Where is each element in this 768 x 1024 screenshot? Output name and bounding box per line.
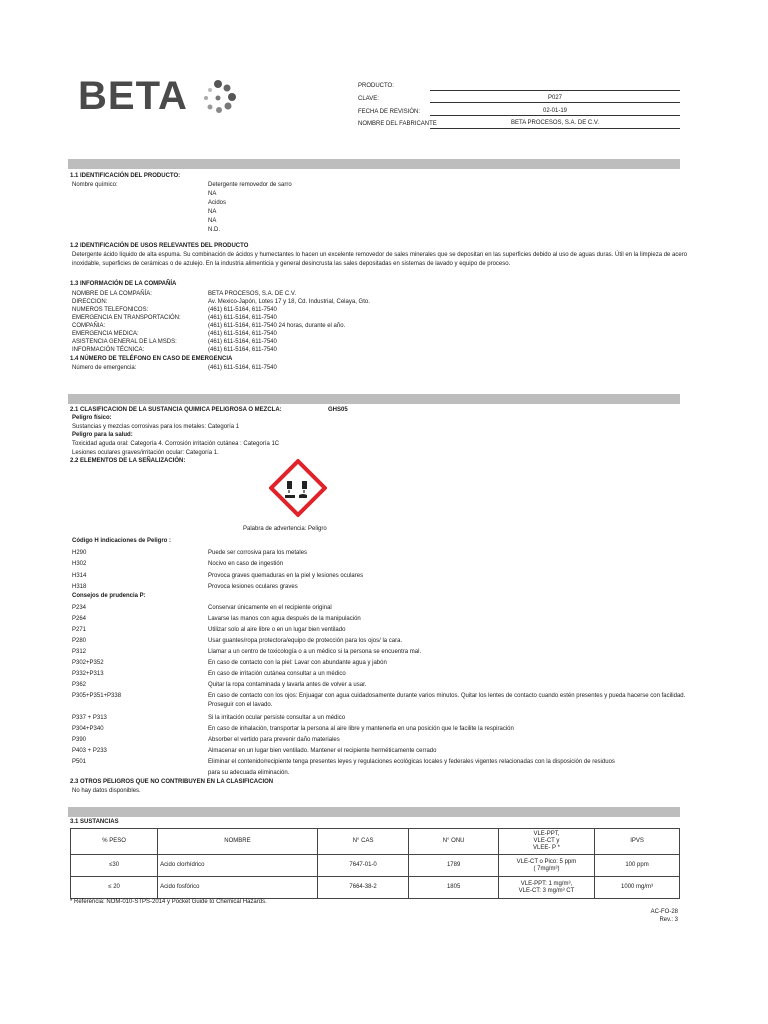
fisico-heading: Peligro físico: [72,415,112,421]
info-label: COMPAÑIA: [72,323,106,329]
info-value: (461) 611-5164, 611-7540 [208,347,277,353]
p-code: P501 [72,759,87,765]
h23-value: No hay datos disponibles. [72,788,141,794]
p-code: P280 [72,638,87,644]
col-nombre: NOMBRE [158,829,318,855]
salud-value-2: Lesiones oculares graves/irritación ocular: Categoría 1. [72,450,219,456]
info-value: BETA PROCESOS, S.A. DE C.V. [208,291,297,297]
nombre-label: Nombre químico: [72,182,118,188]
h11: 1.1 IDENTIFICACIÓN DEL PRODUCTO: [70,173,181,179]
p-code: P332+P313 [72,671,104,677]
table-row [71,855,680,877]
p12-line2: inoxidable, superficies de cerámicas o de azulejo. En la industria alimenticia y general desincrusta las sales depositadas en sistemas de lavado y equipo de proceso. [72,261,511,267]
p-text: En caso de contacto con los ojos: Enjuagar con agua cuidadosamente durante varios minutos. Quitar los lentes de contacto cuando estén presentes y pueda hacerse con facilidad. [208,693,686,699]
cell-vle: VLE-CT o Pico: 5 ppm ( 7mg/m³) [498,855,594,877]
info-label: INFORMACIÓN TÉCNICA: [72,347,145,353]
h22: 2.2 ELEMENTOS DE LA SEÑALIZACIÓN: [70,458,186,464]
codigo-h-heading: Código H indicaciones de Peligro : [72,538,172,544]
cell-onu: 1805 [409,877,498,899]
p-text: Llamar a un centro de toxicología o a un médico si la persona se encuentra mal. [208,649,422,655]
cell-vle: VLE-PPT: 1 mg/m³, VLE-CT: 3 mg/m³ CT [498,877,594,899]
table-row [71,877,680,899]
salud-heading: Peligro para la salud: [72,432,133,438]
info-label: EMERGENCIA MEDICA: [72,331,139,337]
h-text: Nocivo en caso de ingestión [208,561,284,567]
h23: 2.3 OTROS PELIGROS QUE NO CONTRIBUYEN EN LA CLASIFICACION [70,779,274,785]
info-value: Av. Mexico-Japón, Lotes 17 y 18, Cd. Industrial, Celaya, Gto. [208,299,370,305]
p-text: En caso de inhalación, transportar la persona al aire libre y mantenerla en una posición que le facilite la respiración [208,726,514,732]
p-code: P234 [72,605,87,611]
cell-cas: 7664-38-2 [317,877,409,899]
logo-text: BETA [78,74,188,118]
info-label: NOMBRE DE LA COMPAÑÍA: [72,291,152,297]
p-text: Conservar únicamente en el recipiente original [208,605,332,611]
cell-cas: 7647-01-0 [317,855,409,877]
cell-onu: 1789 [409,855,498,877]
section-3-bar [68,807,680,817]
h21: 2.1 CLASIFICACION DE LA SUSTANCIA QUIMICA PELIGROSA O MEZCLA: [70,407,282,413]
h-code: H290 [72,550,87,556]
cell-nombre: Acido fosfórico [158,877,318,899]
p-text: Proseguir con el lavado. [208,702,273,708]
col-onu: N° ONU [409,829,498,855]
p-text: para su adecuada eliminación. [208,770,290,776]
nombre-value: NA [208,218,217,224]
p-text: Eliminar el contenido/recipiente tenga presentes leyes y regulaciones ecológicas locales y federales vigentes relacionadas con la disposición de residuos [208,759,615,765]
p-text: Usar guantes/ropa protectora/equipo de protección para los ojos/ la cara. [208,638,403,644]
nombre-value: N.D. [208,227,220,233]
logo-dots-icon [194,78,240,118]
field-label: NOMBRE DEL FABRICANTE [358,121,437,127]
p-text: Utilizar solo al aire libre o en un lugar bien ventilado [208,627,346,633]
info-value: (461) 611-5164, 611-7540 [208,339,277,345]
fisico-value: Sustancias y mezclas corrosivas para los metales: Categoría 1 [72,424,240,430]
h-text: Puede ser corrosiva para los metales [208,550,308,556]
p-code: P312 [72,649,87,655]
p-code: P304+P340 [72,726,104,732]
p-code: P403 + P233 [72,748,107,754]
reference-note: * Referencia: NOM-010-STPS-2014 y Pocket Guide to Chemical Hazards. [70,899,267,905]
h-text: Provoca graves quemaduras en la piel y lesiones oculares [208,573,364,579]
col-ipvs: IPVS [595,829,680,855]
footer-rev: Rev.: 3 [659,917,678,923]
p-text: Almacenar en un lugar bien ventilado. Mantener el recipiente herméticamente cerrado [208,748,437,754]
corrosive-pictogram-icon [269,459,327,517]
p-text: Absorber el vertido para prevenir daño materiales [208,737,340,743]
substances-table [70,828,680,899]
info-value: (461) 611-5164, 611-7540 24 horas, durante el año. [208,323,346,329]
field-label: PRODUCTO: [358,83,394,89]
info-value: (461) 611-5164, 611-7540 [208,315,277,321]
h14: 1.4 NÚMERO DE TELÉFONO EN CASO DE EMERGENCIA [70,356,233,362]
cell-peso: ≤30 [71,855,158,877]
info-label: NUMEROS TELEFONICOS: [72,307,149,313]
h-code: H318 [72,584,87,590]
section-2-bar [68,394,680,404]
nombre-value: Detergente removedor de sarro [208,182,292,188]
p-text: Quitar la ropa contaminada y lavarla antes de volver a usar. [208,682,367,688]
consejos-heading: Consejos de prudencia P: [72,593,146,599]
col-peso: % PESO [71,829,158,855]
info-label: ASISTENCIA GENERAL DE LA MSDS: [72,339,177,345]
nombre-value: NA [208,191,217,197]
p-code: P271 [72,627,87,633]
salud-value-1: Toxicidad aguda oral: Categoría 4. Corrosión irritación cutánea : Categoría 1C [72,441,280,447]
section-1-bar [68,159,680,169]
p-text: Si la irritación ocular persiste consultar a un médico [208,715,346,721]
nombre-value: NA [208,209,217,215]
field-value: 02-01-19 [542,108,568,114]
p-code: P305+P351+P338 [72,693,122,699]
p-code: P302+P352 [72,660,104,666]
info-value: (461) 611-5164, 611-7540 [208,307,277,313]
emerg-label: Número de emergencia: [72,365,137,371]
p-text: En caso de irritación cutánea consultar a un médico [208,671,346,677]
h13: 1.3 INFORMACIÓN DE LA COMPAÑÍA [70,281,177,287]
info-label: DIRECCION: [72,299,108,305]
p-code: P362 [72,682,87,688]
field-value: BETA PROCESOS, S.A. DE C.V. [510,120,600,126]
p-code: P337 + P313 [72,715,107,721]
col-vle: VLE-PPT, VLE-CT y VLEE- P * [498,829,594,855]
p-code: P264 [72,616,87,622]
beta-logo [78,74,238,118]
h12: 1.2 IDENTIFICACIÓN DE USOS RELEVANTES DEL PRODUCTO [70,243,249,249]
p-text: En caso de contacto con la piel: Lavar con abundante agua y jabón [208,660,387,666]
field-value: P027 [547,95,562,101]
h31: 3.1 SUSTANCIAS [70,819,119,825]
field-label: CLAVE: [358,96,379,102]
cell-peso: ≤ 20 [71,877,158,899]
col-cas: N° CAS [317,829,409,855]
footer-code: AC-FO-28 [650,909,678,915]
p-code: P390 [72,737,87,743]
ghs-code: GHS05 [328,407,348,413]
table-header-row [71,829,680,855]
h-text: Provoca lesiones oculares graves [208,584,298,590]
p-text: Lavarse las manos con agua después de la manipulación [208,616,361,622]
h-code: H302 [72,561,87,567]
emerg-value: (461) 611-5164, 611-7540 [208,365,277,371]
info-label: EMERGENCIA EN TRANSPORTACIÓN: [72,315,181,321]
cell-ipvs: 100 ppm [595,855,680,877]
nombre-value: Acidos [208,200,227,206]
cell-ipvs: 1000 mg/m³ [595,877,680,899]
palabra-advertencia: Palabra de advertencia: Peligro [243,526,327,532]
cell-nombre: Acido clorhídrico [158,855,318,877]
p12-line1: Detergente ácido líquido de alta espuma. Su combinación de ácidos y humectantes lo hacen un excelente removedor de sales minerales que se depositan en las superficies debido al uso de aguas duras. Útil en la limpieza de acero [72,252,688,258]
h-code: H314 [72,573,87,579]
field-label: FECHA DE REVISIÓN: [358,109,421,115]
info-value: (461) 611-5164, 611-7540 [208,331,277,337]
